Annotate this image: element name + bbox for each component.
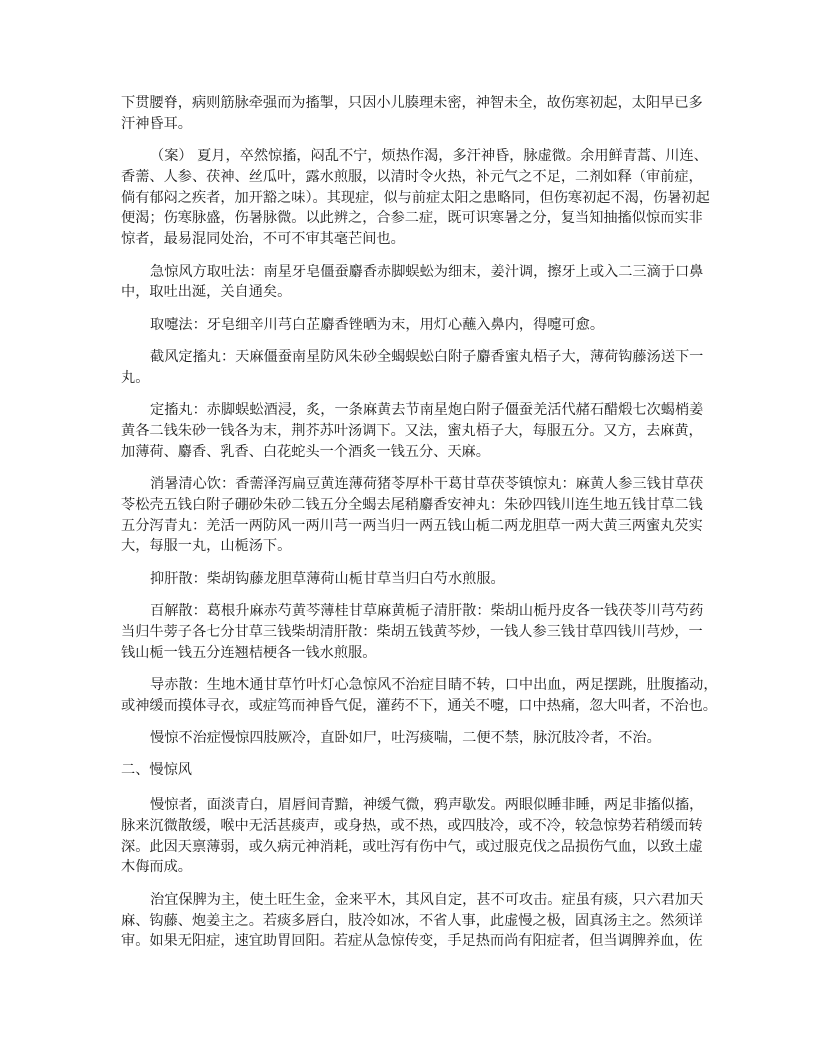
paragraph	[121, 93, 703, 135]
document-page	[121, 93, 718, 964]
text-line: 下贯腰脊，病则筋脉牵强而为搐掣，只因小儿腠理未密，神智未全，故伤寒初起，太阳早已多	[121, 95, 703, 111]
text-line: 慢惊者，面淡青白，眉唇间青黯，神缓气微，鸦声歇发。两眼似睡非睡，两足非搐似搐，	[150, 797, 704, 814]
section-heading	[121, 760, 700, 781]
text-line: 苓松壳五钱白附子硼砂朱砂二钱五分全蝎去尾稍麝香安神丸：朱砂四钱川连生地五钱甘草二钱	[121, 496, 703, 513]
paragraph	[121, 474, 704, 557]
text-line: 钱山栀一钱五分连翘桔梗各一钱水煎服。	[121, 644, 377, 661]
text-line: 丸。	[121, 369, 150, 386]
text-line: 倘有郁闷之疾者，加开豁之味）。其现症，似与前症太阳之患略同，但伤寒初起不渴，伤暑初起	[121, 189, 710, 206]
text-line: 中，取吐出涎，关自通矣。	[121, 284, 292, 301]
text-line: 消暑清心饮：香薷泽泻扁豆黄连薄荷猪苓厚朴干葛甘草茯苓镇惊丸：麻黄人参三钱甘草茯	[150, 475, 704, 492]
paragraph	[121, 146, 710, 250]
text-line: 脉来沉微散缓，喉中无活甚痰声，或身热，或不热，或四肢冷，或不冷，较急惊势若稍缓而转	[121, 817, 703, 834]
paragraph	[121, 315, 700, 336]
text-line: 深。此因天禀薄弱，或久病元神消耗，或吐泻有伤中气，或过服克伐之品损伤气血，以致土虚	[121, 838, 703, 855]
paragraph	[121, 890, 704, 952]
text-line: 截风定搐丸：天麻僵蚕南星防风朱砂全蝎蜈蚣白附子麝香蜜丸梧子大，薄荷钩藤汤送下一	[150, 348, 704, 365]
text-line: 惊者，最易混同处治，不可不审其毫芒间也。	[121, 231, 405, 248]
text-line: 百解散：葛根升麻赤芍黄芩薄桂甘草麻黄栀子清肝散：柴胡山栀丹皮各一钱茯苓川芎芍药	[150, 602, 704, 619]
text-line: 汗神昏耳。	[121, 115, 192, 132]
text-line: 抑肝散：柴胡钩藤龙胆草薄荷山栀甘草当归白芍水煎服。	[150, 570, 505, 587]
text-line: 木侮而成。	[121, 859, 192, 876]
text-line: 审。如果无阳症，速宜助胃回阳。若症从急惊传变，手足热而尚有阳症者，但当调脾养血，佐	[121, 933, 703, 950]
paragraph	[121, 728, 700, 749]
paragraph	[121, 262, 704, 304]
paragraph	[121, 601, 704, 663]
text-line: 取嚏法：牙皂细辛川芎白芷麝香锉晒为末，用灯心蘸入鼻内，得嚏可愈。	[150, 316, 605, 333]
paragraph	[121, 400, 704, 462]
text-line: 或神缓而摸体寻衣，或症笃而神昏气促，灌药不下，通关不嚏，口中热痛，忽大叫者，不治也。	[121, 697, 717, 714]
paragraph	[121, 675, 718, 717]
text-line: 香薷、人参、茯神、丝瓜叶，露水煎服，以清时令火热，补元气之不足，二剂如释（审前症，	[121, 168, 703, 185]
text-line: 定搐丸：赤脚蜈蚣酒浸，炙，一条麻黄去节南星炮白附子僵蚕羌活代赭石醋煅七次蝎梢姜	[150, 402, 704, 419]
text-line: 急惊风方取吐法：南星牙皂僵蚕麝香赤脚蜈蚣为细末，姜汁调，擦牙上或入二三滴于口鼻	[150, 263, 704, 280]
text-line: 五分泻青丸：羌活一两防风一两川芎一两当归一两五钱山栀二两龙胆草一两大黄三两蜜丸芡实	[121, 517, 703, 534]
text-line: 便渴；伤寒脉盛，伤暑脉微。以此辨之，合参二症，既可识寒暑之分，复当知抽搐似惊而实非	[121, 210, 703, 227]
text-line: 加薄荷、麝香、乳香、白花蛇头一个酒炙一钱五分、天麻。	[121, 443, 490, 460]
text-line: 导赤散：生地木通甘草竹叶灯心急惊风不治症目睛不转，口中出血，两足摆跳，肚腹搐动，	[150, 676, 718, 693]
text-line: 大，每服一丸，山栀汤下。	[121, 538, 292, 555]
paragraph	[121, 569, 700, 590]
text-line: 治宜保脾为主，使土旺生金，金来平木，其风自定，甚不可攻击。症虽有痰，只六君加天	[150, 891, 704, 908]
text-line: 当归牛蒡子各七分甘草三钱柴胡清肝散：柴胡五钱黄芩炒，一钱人参三钱甘草四钱川芎炒，一	[121, 623, 703, 640]
text-line: 麻、钩藤、炮姜主之。若痰多唇白，肢冷如冰，不省人事，此虚慢之极，固真汤主之。然须详	[121, 912, 703, 929]
text-line: 黄各二钱朱砂一钱各为末，荆芥苏叶汤调下。又法，蜜丸梧子大，每服五分。又方，去麻黄，	[121, 422, 703, 439]
text-line: （案） 夏月，卒然惊搐，闷乱不宁，烦热作渴，多汗神昏，脉虚微。余用鲜青蒿、川连、	[150, 148, 708, 165]
text-line: 慢惊不治症慢惊四肢厥冷，直卧如尸，吐泻痰喘，二便不禁，脉沉肢冷者，不治。	[150, 729, 661, 746]
paragraph	[121, 795, 704, 878]
paragraph	[121, 347, 704, 389]
section-heading-text: 二、慢惊风	[121, 762, 192, 779]
